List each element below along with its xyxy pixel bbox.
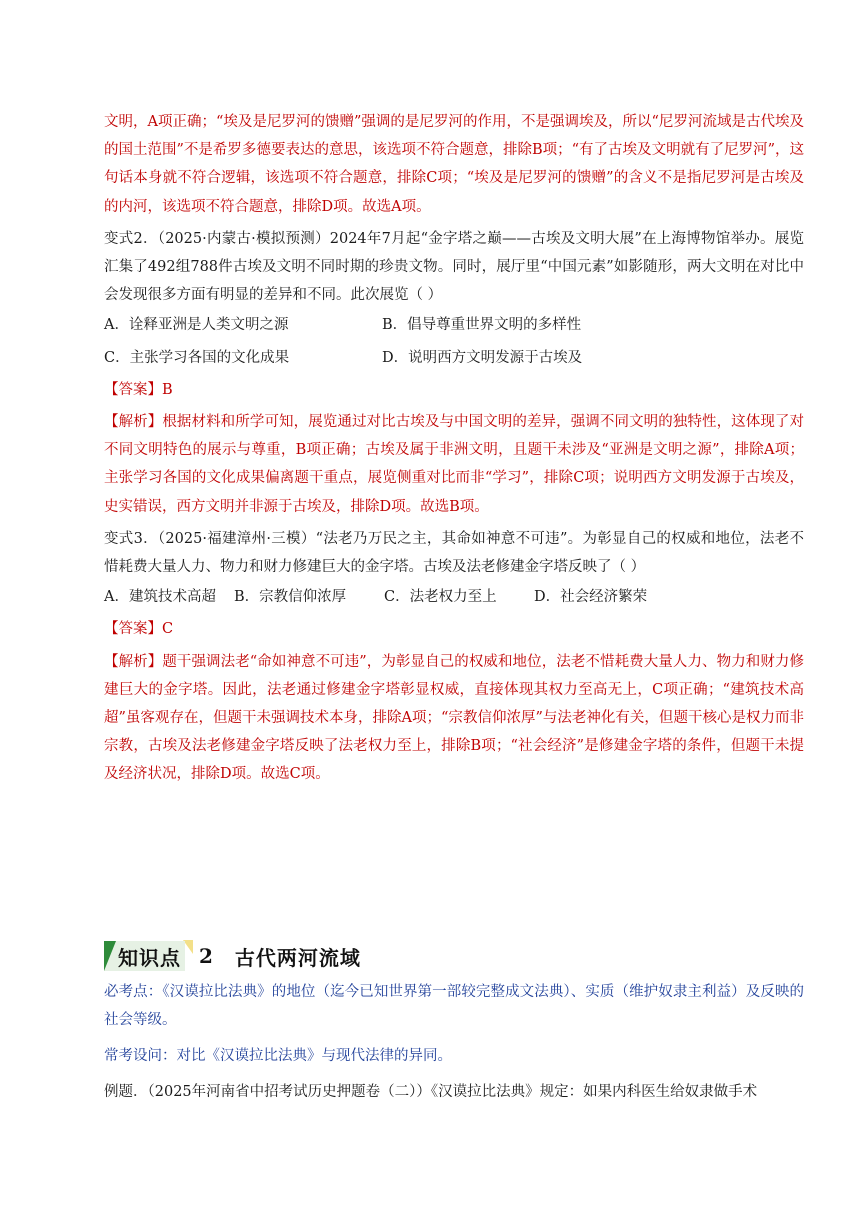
knowledge-point-badge (104, 941, 185, 971)
answer-value: B (162, 381, 173, 398)
answer-value: C (162, 621, 174, 638)
example-stem: 例题．（2025年河南省中招考试历史押题卷（二））《汉谟拉比法典》规定：如果内科医生给奴隶做手术 (104, 1084, 758, 1100)
options-row-2a (104, 311, 804, 339)
analysis-2 (104, 408, 804, 521)
section-body (104, 978, 804, 1106)
analysis-text: 题干强调法老“命如神意不可违”，为彰显自己的权威和地位，法老不惜耗费大量人力、物力和财力修建巨大的金字塔。因此，法老通过修建金字塔彰显权威，直接体现其权力至高无上，C项正确；“建筑技术高超”虽客观存在，但题干未强调技术本身，排除A项；“宗教信仰浓厚”与法老神化有关，但题干核心是权力而非宗教，古埃及法老修建金字塔反映了法老权力至上，排除B项；“社会经济”是修建金字塔的条件，但题干未提及经济状况，排除D项。故选C项。 (104, 653, 805, 783)
analysis-text: 根据材料和所学可知，展览通过对比古埃及与中国文明的差异，强调不同文明的独特性，这体现了对不同文明特色的展示与尊重，B项正确；古埃及属于非洲文明，且题干未涉及“亚洲是文明之源”，排除A项；主张学习各国的文化成果偏离题干重点，展览侧重对比而非“学习”，排除C项；说明西方文明发源于古埃及，史实错误，西方文明并非源于古埃及，排除D项。故选B项。 (104, 414, 804, 515)
must-know-point: 必考点：《汉谟拉比法典》的地位（迄今已知世界第一部较完整成文法典）、实质（维护奴隶主利益）及反映的社会等级。 (104, 984, 804, 1028)
options-row-2b (104, 344, 804, 372)
option-d: D．社会经济繁荣 (534, 589, 648, 606)
analysis-label: 【解析】 (104, 653, 163, 670)
question-content (104, 108, 804, 789)
analysis-label: 【解析】 (104, 414, 163, 431)
badge-label: 知识点 (118, 945, 181, 970)
common-question: 常考设问：对比《汉谟拉比法典》与现代法律的异同。 (104, 1048, 452, 1064)
section-heading (104, 940, 361, 972)
question-stem-2: 变式2．（2025·内蒙古·模拟预测）2024年7月起“金字塔之巅——古埃及文明大展”在上海博物馆举办。展览汇集了492组788件古埃及文明不同时期的珍贵文物。同时，展厅里“中国元素”如影随形，两大文明在对比中会发现很多方面有明显的差异和不同。此次展览（ ） (104, 230, 804, 304)
option-d: D．说明西方文明发源于古埃及 (382, 349, 583, 366)
analysis-continued: 文明，A项正确；“埃及是尼罗河的馈赠”强调的是尼罗河的作用，不是强调埃及，所以“尼罗河流域是古代埃及的国土范围”不是希罗多德要表达的意思，该选项不符合题意，排除B项；“有了古埃及文明就有了尼罗河”，这句话本身就不符合逻辑，该选项不符合题意，排除C项；“埃及是尼罗河的馈赠”的含义不是指尼罗河是古埃及的内河，该选项不符合题意，排除D项。故选A项。 (104, 114, 804, 215)
options-row-3 (104, 583, 804, 611)
option-a: A．诠释亚洲是人类文明之源 (104, 317, 289, 334)
option-c: C．法老权力至上 (384, 589, 497, 606)
answer-3 (104, 615, 804, 643)
badge-corner-icon (104, 941, 116, 971)
section-title: 古代两河流域 (234, 945, 361, 970)
analysis-3 (104, 648, 804, 789)
answer-2 (104, 376, 804, 404)
option-c: C．主张学习各国的文化成果 (104, 349, 290, 366)
option-b: B．宗教信仰浓厚 (234, 589, 347, 606)
option-b: B．倡导尊重世界文明的多样性 (382, 317, 582, 334)
answer-label: 【答案】 (104, 621, 162, 638)
question-stem-3: 变式3．（2025·福建漳州·三模）“法老乃万民之主，其命如神意不可违”。为彰显自己的权威和地位，法老不惜耗费大量人力、物力和财力修建巨大的金字塔。古埃及法老修建金字塔反映了（ ） (104, 530, 804, 576)
section-number: 2 (199, 944, 213, 968)
answer-label: 【答案】 (104, 381, 162, 398)
option-a: A．建筑技术高超 (104, 589, 216, 606)
